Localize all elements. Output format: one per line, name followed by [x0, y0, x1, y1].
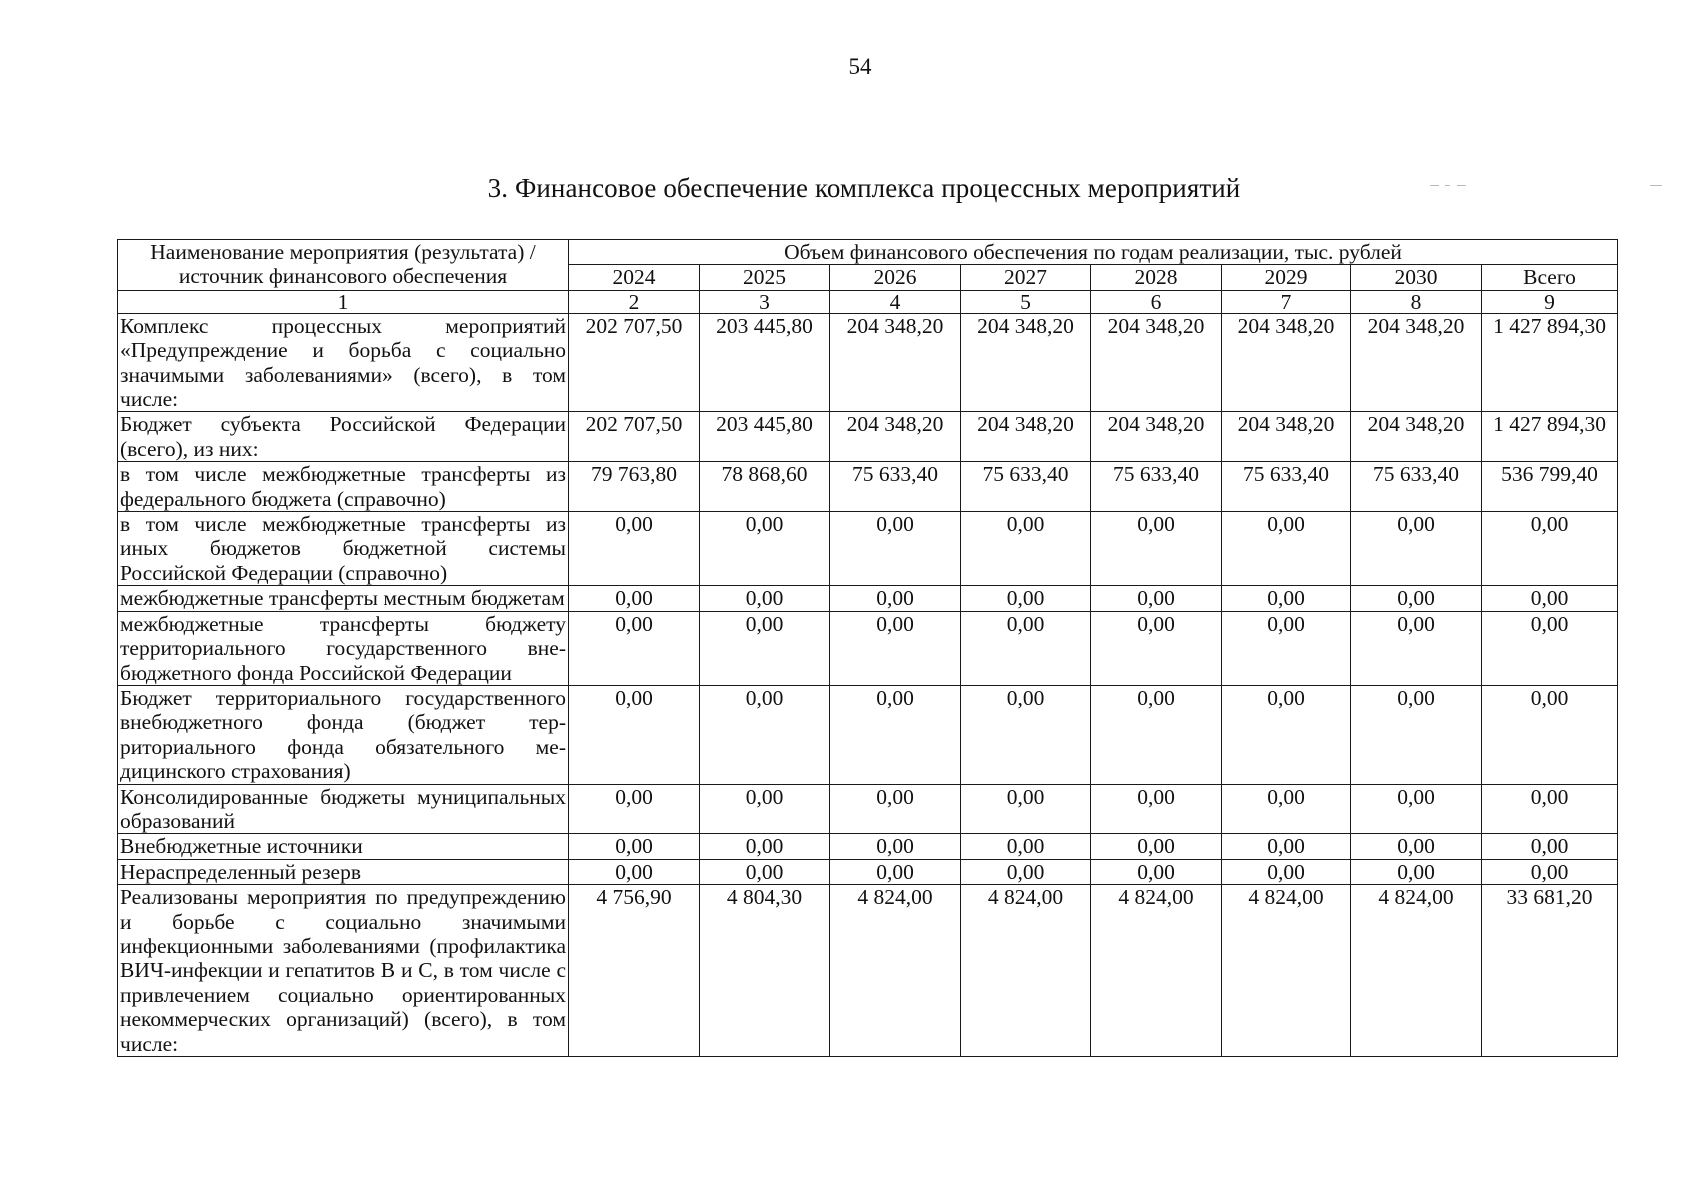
total-header: Всего [1482, 265, 1618, 290]
row-value: 0,00 [1091, 512, 1222, 586]
section-title: 3. Финансовое обеспечение комплекса процессных мероприятий [487, 173, 1241, 203]
row-value: 203 445,80 [700, 412, 830, 462]
row-name: в том числе межбюджетные трансферты из федерального бюджета (справочно) [118, 462, 569, 512]
row-value: 204 348,20 [1091, 412, 1222, 462]
row-value: 0,00 [1091, 784, 1222, 834]
row-name: Внебюджетные источники [118, 834, 569, 859]
scan-artifact [1430, 185, 1439, 186]
row-value: 204 348,20 [1351, 412, 1482, 462]
table-row [118, 685, 1618, 784]
name-column-header: Наименование мероприятия (результата) / источник финансового обеспечения [118, 240, 569, 291]
row-value: 4 824,00 [1351, 885, 1482, 1057]
year-header: 2029 [1222, 265, 1351, 290]
row-value: 0,00 [1351, 834, 1482, 859]
row-value: 75 633,40 [830, 462, 961, 512]
row-value: 203 445,80 [700, 313, 830, 412]
row-value: 0,00 [830, 859, 961, 884]
row-value: 0,00 [1091, 586, 1222, 611]
row-value: 4 824,00 [1222, 885, 1351, 1057]
row-value: 0,00 [700, 859, 830, 884]
row-value: 204 348,20 [961, 313, 1091, 412]
row-value: 78 868,60 [700, 462, 830, 512]
row-value: 75 633,40 [961, 462, 1091, 512]
row-total: 0,00 [1482, 859, 1618, 884]
table-row [118, 611, 1618, 685]
column-number: 8 [1351, 290, 1482, 313]
row-value: 0,00 [1222, 784, 1351, 834]
row-value: 0,00 [1091, 834, 1222, 859]
column-number: 6 [1091, 290, 1222, 313]
row-value: 4 824,00 [961, 885, 1091, 1057]
row-value: 204 348,20 [1222, 313, 1351, 412]
row-value: 0,00 [961, 834, 1091, 859]
row-value: 204 348,20 [830, 412, 961, 462]
row-value: 0,00 [961, 512, 1091, 586]
row-value: 0,00 [700, 784, 830, 834]
year-header: 2026 [830, 265, 961, 290]
row-value: 0,00 [1351, 611, 1482, 685]
row-value: 0,00 [700, 685, 830, 784]
column-number: 7 [1222, 290, 1351, 313]
scan-artifact [1650, 185, 1662, 186]
row-value: 0,00 [1222, 611, 1351, 685]
row-value: 0,00 [961, 685, 1091, 784]
row-value: 0,00 [961, 586, 1091, 611]
row-value: 202 707,50 [569, 313, 700, 412]
row-value: 204 348,20 [1351, 313, 1482, 412]
table-row [118, 859, 1618, 884]
row-name: Бюджет территориального государственного внебюджетного фонда (бюджет территориального фонда обязательного медицинского страхования) [118, 685, 569, 784]
row-value: 0,00 [700, 586, 830, 611]
row-value: 0,00 [1222, 834, 1351, 859]
row-value: 0,00 [569, 685, 700, 784]
page-number: 54 [848, 54, 872, 79]
year-header: 2027 [961, 265, 1091, 290]
row-total: 536 799,40 [1482, 462, 1618, 512]
row-total: 0,00 [1482, 685, 1618, 784]
row-name: Реализованы мероприятия по предупреждению и борьбе с социально значимыми инфекционными заболеваниями (профилактика ВИЧ-инфекции и гепатитов В и С, в том числе с привлечением социально ориентированных некоммерческих организаций) (всего), в том числе: [118, 885, 569, 1057]
column-number: 1 [118, 290, 569, 313]
row-total: 1 427 894,30 [1482, 313, 1618, 412]
row-name: межбюджетные трансферты местным бюджетам [118, 586, 569, 611]
row-value: 0,00 [700, 611, 830, 685]
row-value: 0,00 [1091, 611, 1222, 685]
row-value: 204 348,20 [1091, 313, 1222, 412]
row-value: 0,00 [830, 834, 961, 859]
row-value: 0,00 [1222, 685, 1351, 784]
header-row [118, 240, 1618, 265]
row-value: 0,00 [830, 512, 961, 586]
row-value: 0,00 [961, 784, 1091, 834]
table-row [118, 512, 1618, 586]
row-name: Нераспределенный резерв [118, 859, 569, 884]
row-value: 0,00 [700, 512, 830, 586]
row-value: 0,00 [569, 586, 700, 611]
row-value: 0,00 [1351, 512, 1482, 586]
financing-table [117, 239, 1618, 1057]
table-row [118, 462, 1618, 512]
year-header: 2025 [700, 265, 830, 290]
row-value: 0,00 [1091, 685, 1222, 784]
row-value: 0,00 [1351, 859, 1482, 884]
row-value: 79 763,80 [569, 462, 700, 512]
row-value: 204 348,20 [1222, 412, 1351, 462]
row-value: 75 633,40 [1222, 462, 1351, 512]
row-value: 0,00 [961, 611, 1091, 685]
row-value: 0,00 [569, 834, 700, 859]
column-number: 2 [569, 290, 700, 313]
year-header: 2024 [569, 265, 700, 290]
row-total: 33 681,20 [1482, 885, 1618, 1057]
table-row [118, 586, 1618, 611]
row-value: 0,00 [569, 784, 700, 834]
row-value: 75 633,40 [1091, 462, 1222, 512]
row-value: 0,00 [961, 859, 1091, 884]
table-row [118, 834, 1618, 859]
row-value: 0,00 [1351, 685, 1482, 784]
row-value: 0,00 [569, 611, 700, 685]
row-value: 204 348,20 [830, 313, 961, 412]
row-value: 0,00 [1222, 512, 1351, 586]
row-total: 0,00 [1482, 784, 1618, 834]
row-value: 0,00 [830, 685, 961, 784]
row-total: 0,00 [1482, 586, 1618, 611]
row-value: 0,00 [830, 611, 961, 685]
row-value: 4 756,90 [569, 885, 700, 1057]
row-value: 4 824,00 [1091, 885, 1222, 1057]
column-number: 9 [1482, 290, 1618, 313]
row-value: 75 633,40 [1351, 462, 1482, 512]
row-value: 0,00 [700, 834, 830, 859]
row-value: 0,00 [1222, 586, 1351, 611]
table-row [118, 313, 1618, 412]
row-total: 1 427 894,30 [1482, 412, 1618, 462]
table-row [118, 784, 1618, 834]
scan-artifact [1457, 185, 1466, 186]
column-number: 5 [961, 290, 1091, 313]
row-value: 0,00 [830, 586, 961, 611]
row-value: 0,00 [1091, 859, 1222, 884]
row-value: 204 348,20 [961, 412, 1091, 462]
row-name: межбюджетные трансферты бюджету территориального государственного внебюджетного фонда Российской Федерации [118, 611, 569, 685]
row-value: 4 804,30 [700, 885, 830, 1057]
volume-header: Объем финансового обеспечения по годам реализации, тыс. рублей [569, 240, 1618, 265]
row-value: 202 707,50 [569, 412, 700, 462]
row-value: 0,00 [1222, 859, 1351, 884]
year-header: 2030 [1351, 265, 1482, 290]
column-number: 4 [830, 290, 961, 313]
row-total: 0,00 [1482, 834, 1618, 859]
scan-artifact [1445, 185, 1450, 186]
column-number-row [118, 290, 1618, 313]
row-value: 0,00 [569, 859, 700, 884]
row-name: в том числе межбюджетные трансферты из иных бюджетов бюджетной системы Российской Федерации (справочно) [118, 512, 569, 586]
row-value: 0,00 [1351, 784, 1482, 834]
row-value: 0,00 [1351, 586, 1482, 611]
row-name: Комплекс процессных мероприятий «Предупреждение и борьба с социально значимыми заболеваниями» (всего), в том числе: [118, 313, 569, 412]
year-header: 2028 [1091, 265, 1222, 290]
table-row [118, 885, 1618, 1057]
column-number: 3 [700, 290, 830, 313]
row-value: 4 824,00 [830, 885, 961, 1057]
row-value: 0,00 [569, 512, 700, 586]
row-value: 0,00 [830, 784, 961, 834]
table-row [118, 412, 1618, 462]
row-total: 0,00 [1482, 611, 1618, 685]
row-name: Консолидированные бюджеты муниципальных образований [118, 784, 569, 834]
row-total: 0,00 [1482, 512, 1618, 586]
row-name: Бюджет субъекта Российской Федерации (всего), из них: [118, 412, 569, 462]
